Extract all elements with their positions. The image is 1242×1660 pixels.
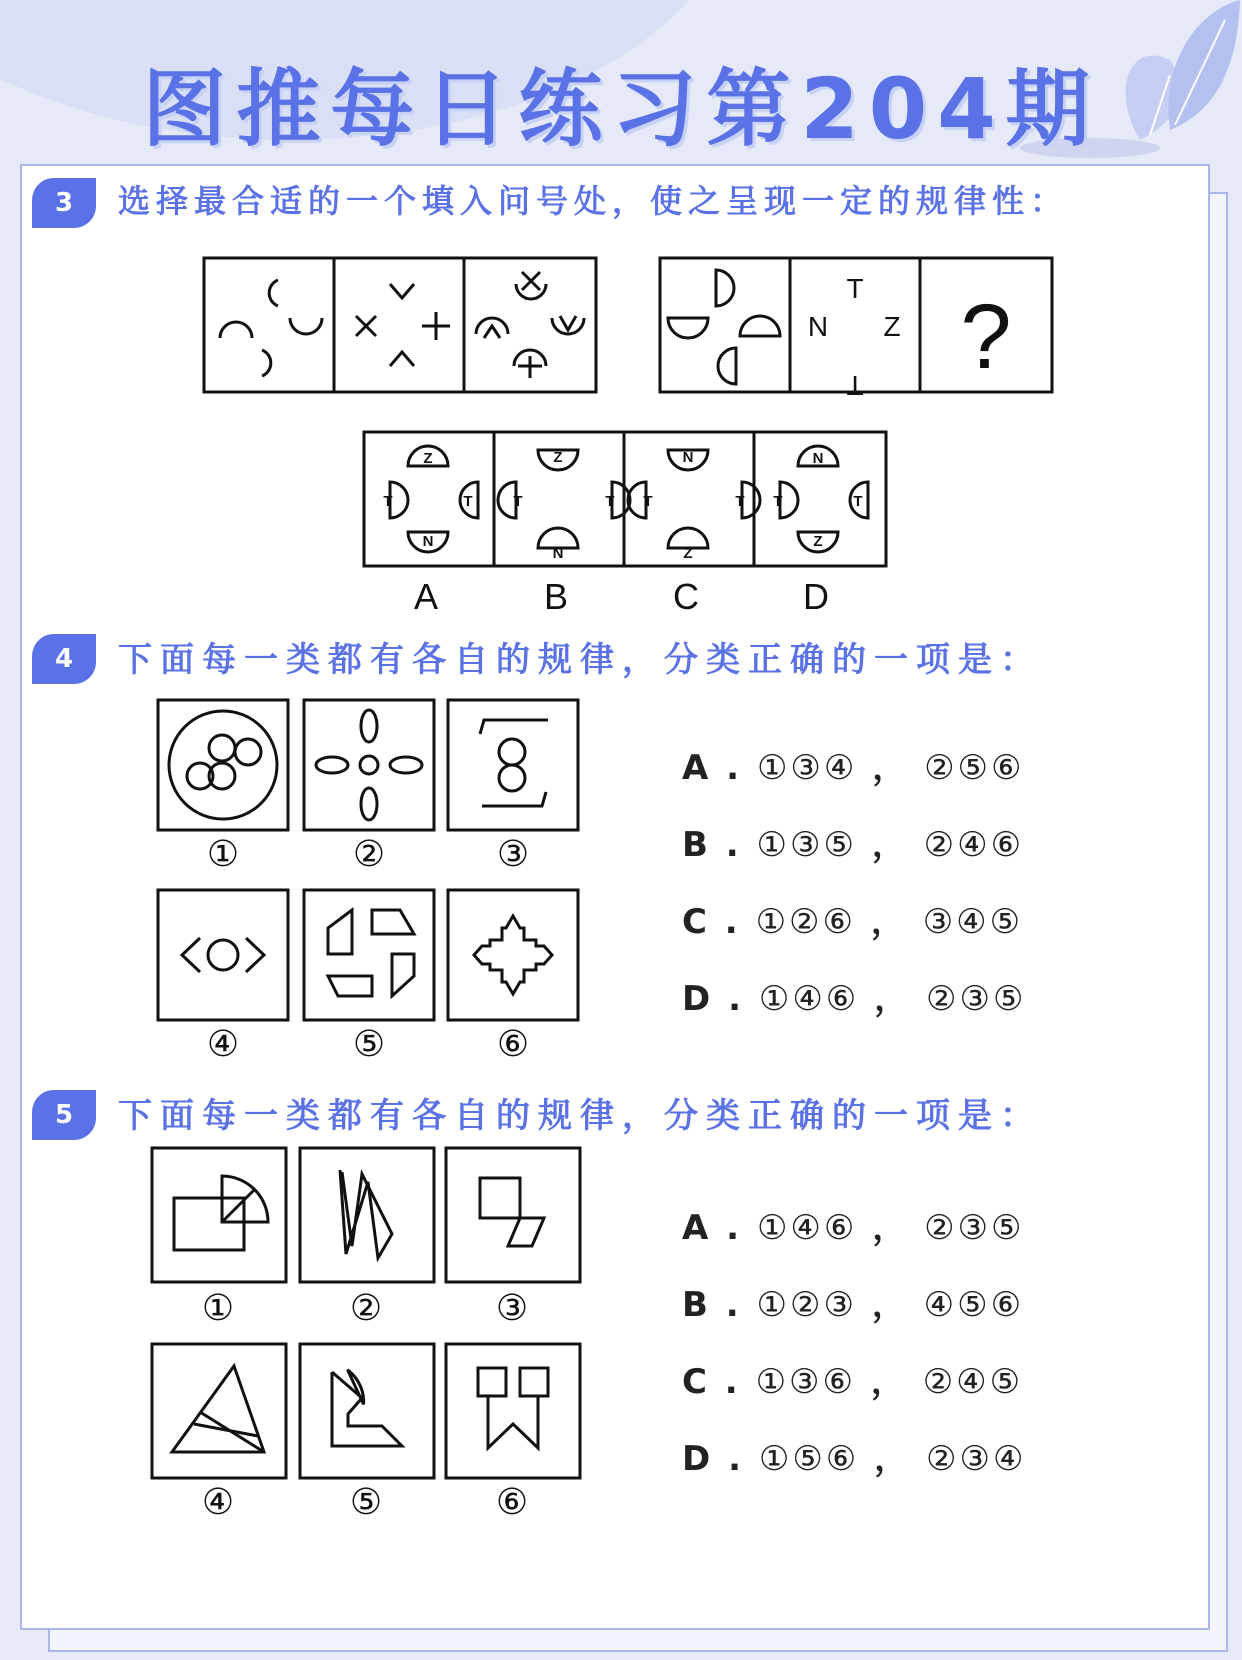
q5-figure-6 bbox=[444, 1342, 582, 1480]
q4-option-b-letter: B bbox=[682, 825, 711, 865]
svg-text:T: T bbox=[463, 493, 473, 510]
svg-text:T: T bbox=[383, 493, 393, 510]
q5-label-4: ④ bbox=[201, 1482, 235, 1523]
q4-figure-3 bbox=[446, 698, 580, 832]
q5-label-1: ① bbox=[201, 1288, 235, 1329]
q5-option-a-group1: ①④⑥ bbox=[756, 1208, 858, 1248]
q5-option-c-letter: C bbox=[682, 1362, 710, 1402]
q5-option-c-group2: ②④⑤ bbox=[922, 1362, 1024, 1402]
q4-option-b[interactable]: B . ①③⑤ ， ②④⑥ bbox=[682, 825, 1025, 865]
q3-option-label-a: A bbox=[413, 576, 438, 617]
q3-letter-bottom: T bbox=[846, 370, 864, 401]
svg-text:Z: Z bbox=[423, 450, 433, 467]
q4-figure-1 bbox=[156, 698, 290, 832]
q4-label-2: ② bbox=[352, 834, 386, 875]
q4-option-b-group2: ②④⑥ bbox=[923, 825, 1025, 865]
q4-option-a[interactable]: A . ①③④ ， ②⑤⑥ bbox=[682, 748, 1025, 788]
q4-option-a-letter: A bbox=[682, 748, 712, 788]
q4-option-c-group1: ①②⑥ bbox=[755, 902, 857, 942]
q4-label-1: ① bbox=[206, 834, 240, 875]
svg-text:T: T bbox=[643, 493, 653, 510]
svg-text:N: N bbox=[682, 449, 694, 466]
q5-label-2: ② bbox=[349, 1288, 383, 1329]
q3-row1-sequence-b bbox=[658, 256, 1054, 401]
q5-option-a-letter: A bbox=[682, 1208, 712, 1248]
q5-label-6: ⑥ bbox=[495, 1482, 529, 1523]
question-5-badge: 5 bbox=[32, 1090, 96, 1140]
svg-text:Z: Z bbox=[683, 545, 693, 562]
q5-option-a-group2: ②③⑤ bbox=[924, 1208, 1025, 1248]
svg-text:T: T bbox=[735, 493, 745, 510]
worksheet-card bbox=[20, 164, 1210, 1630]
q3-row1-sequence-a bbox=[202, 256, 598, 396]
q5-option-d-group1: ①⑤⑥ bbox=[758, 1439, 860, 1479]
q5-label-5: ⑤ bbox=[349, 1482, 383, 1523]
q5-figure-4 bbox=[150, 1342, 288, 1480]
svg-text:T: T bbox=[513, 493, 523, 510]
q4-label-5: ⑤ bbox=[352, 1024, 386, 1065]
q4-option-c-letter: C bbox=[682, 902, 710, 942]
question-4-text: 下面每一类都有各自的规律，分类正确的一项是： bbox=[118, 640, 1042, 680]
svg-text:T: T bbox=[605, 493, 615, 510]
q5-figure-3 bbox=[444, 1146, 582, 1284]
q4-option-a-group2: ②⑤⑥ bbox=[924, 748, 1025, 788]
q4-label-4: ④ bbox=[206, 1024, 240, 1065]
q4-label-6: ⑥ bbox=[496, 1024, 530, 1065]
q5-option-c[interactable]: C . ①③⑥ ， ②④⑤ bbox=[682, 1362, 1024, 1402]
q4-option-d-letter: D bbox=[682, 979, 714, 1019]
q4-option-d[interactable]: D . ①④⑥ ， ②③⑤ bbox=[682, 979, 1027, 1019]
q5-option-b[interactable]: B . ①②③ ， ④⑤⑥ bbox=[682, 1285, 1025, 1325]
question-3-text: 选择最合适的一个填入问号处，使之呈现一定的规律性： bbox=[118, 182, 1069, 220]
q4-option-d-group2: ②③⑤ bbox=[925, 979, 1027, 1019]
svg-text:T: T bbox=[853, 493, 863, 510]
q5-label-3: ③ bbox=[495, 1288, 529, 1329]
q4-option-c-group2: ③④⑤ bbox=[922, 902, 1024, 942]
q3-option-label-d: D bbox=[803, 576, 829, 617]
q4-figure-6 bbox=[446, 888, 580, 1022]
question-mark: ? bbox=[960, 286, 1012, 388]
q4-option-a-group1: ①③④ bbox=[756, 748, 858, 788]
q5-option-c-group1: ①③⑥ bbox=[755, 1362, 857, 1402]
svg-text:Z: Z bbox=[553, 449, 563, 466]
q5-option-b-group1: ①②③ bbox=[756, 1285, 857, 1325]
question-3-badge: 3 bbox=[32, 178, 96, 228]
q5-option-d-letter: D bbox=[682, 1439, 714, 1479]
q4-figure-4 bbox=[156, 888, 290, 1022]
q3-letter-top: T bbox=[846, 273, 864, 304]
q5-option-a[interactable]: A . ①④⑥ ， ②③⑤ bbox=[682, 1208, 1025, 1248]
q5-option-b-letter: B bbox=[682, 1285, 711, 1325]
q3-letter-right: Z bbox=[883, 311, 901, 342]
q4-option-b-group1: ①③⑤ bbox=[756, 825, 857, 865]
question-5-text: 下面每一类都有各自的规律，分类正确的一项是： bbox=[118, 1096, 1042, 1136]
q5-option-b-group2: ④⑤⑥ bbox=[923, 1285, 1025, 1325]
page-title: 图推每日练习第204期 bbox=[142, 60, 1100, 158]
q5-figure-5 bbox=[298, 1342, 436, 1480]
q4-option-d-group1: ①④⑥ bbox=[758, 979, 860, 1019]
q3-option-label-c: C bbox=[673, 576, 699, 617]
q4-figure-2 bbox=[302, 698, 436, 832]
q3-letter-left: N bbox=[807, 311, 829, 342]
q5-figure-2 bbox=[298, 1146, 436, 1284]
svg-text:N: N bbox=[422, 533, 434, 550]
q3-option-label-b: B bbox=[543, 576, 568, 617]
svg-text:N: N bbox=[812, 450, 824, 467]
q4-label-3: ③ bbox=[496, 834, 530, 875]
q4-figure-5 bbox=[302, 888, 436, 1022]
q3-answer-options bbox=[362, 430, 888, 570]
svg-text:T: T bbox=[773, 493, 783, 510]
q5-option-d[interactable]: D . ①⑤⑥ ， ②③④ bbox=[682, 1439, 1027, 1479]
q4-option-c[interactable]: C . ①②⑥ ， ③④⑤ bbox=[682, 902, 1024, 942]
q5-option-d-group2: ②③④ bbox=[925, 1439, 1027, 1479]
question-4-badge: 4 bbox=[32, 634, 96, 684]
q5-figure-1 bbox=[150, 1146, 288, 1284]
svg-text:N: N bbox=[552, 545, 564, 562]
svg-text:Z: Z bbox=[813, 533, 823, 550]
